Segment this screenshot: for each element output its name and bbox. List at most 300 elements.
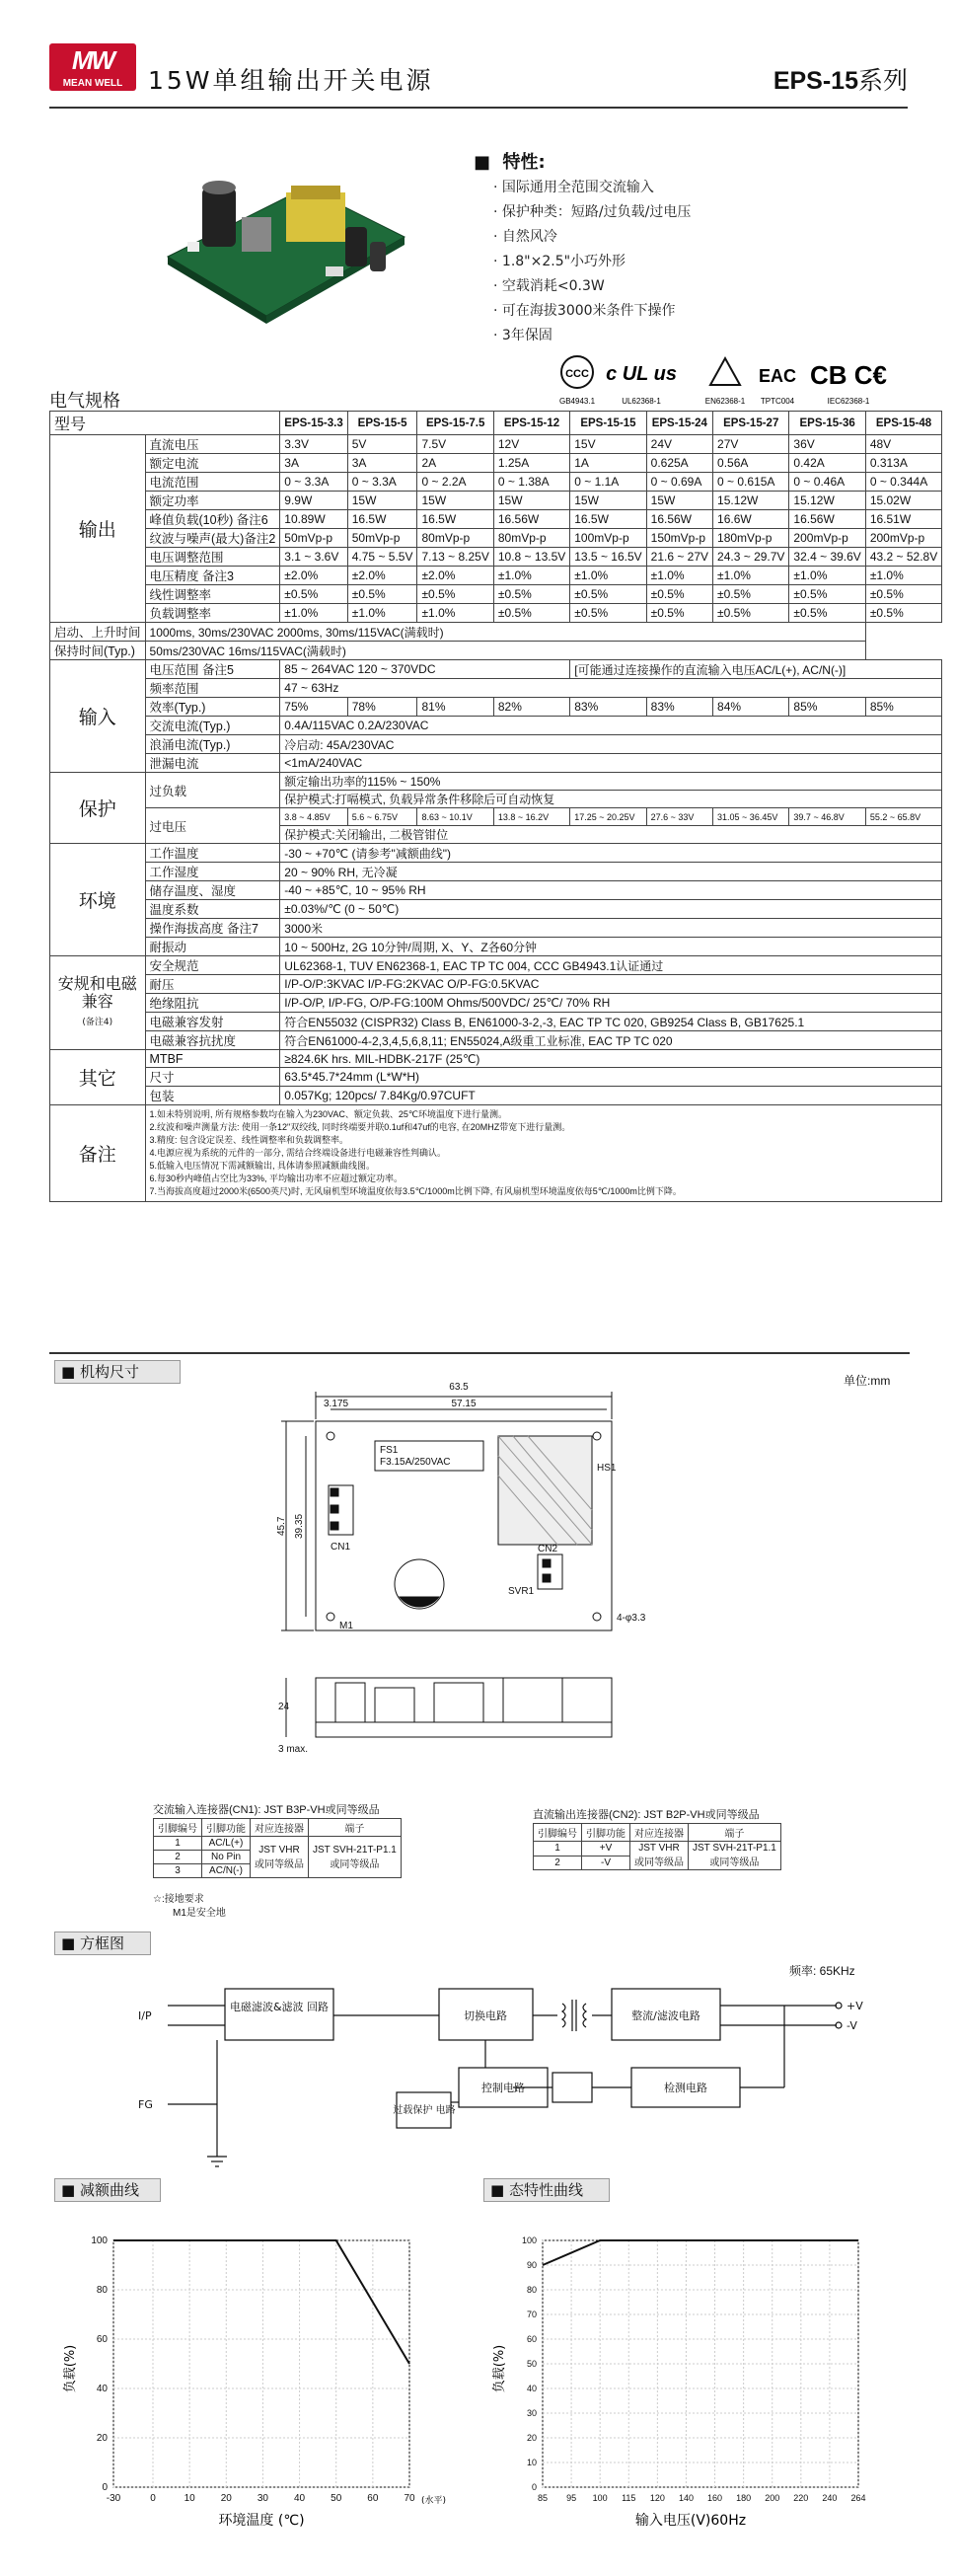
table-cell: 7.13 ~ 8.25V	[417, 548, 493, 567]
table-row	[50, 435, 942, 454]
table-cell: 36V	[789, 435, 865, 454]
table-cell: 5.6 ~ 6.75V	[347, 808, 417, 826]
table-header: 引脚功能	[582, 1824, 630, 1842]
x-tick-label: 20	[220, 2493, 232, 2504]
feature-item: · 3年保固	[493, 324, 691, 348]
header-divider	[49, 107, 908, 109]
x-tick-label: 95	[566, 2493, 577, 2503]
feature-item: · 可在海拔3000米条件下操作	[493, 299, 691, 324]
x-tick-label: 120	[649, 2493, 665, 2503]
dim-max: 3 max.	[278, 1744, 309, 1755]
y-tick-label: 100	[91, 2235, 108, 2246]
row-label: 电磁兼容发射	[145, 1013, 280, 1031]
derating-chart	[54, 2211, 478, 2537]
table-cell: 16.56W	[493, 510, 569, 529]
cb-ce-mark-text: CB C€	[809, 360, 888, 390]
unit-label: 单位:mm	[844, 1374, 891, 1388]
table-cell: 16.5W	[570, 510, 646, 529]
table-cell: 0 ~ 3.3A	[280, 473, 347, 492]
table-cell: JST VHR 或同等级品	[251, 1837, 309, 1878]
row-value: 20 ~ 90% RH, 无冷凝	[280, 863, 942, 881]
table-cell: 17.25 ~ 20.25V	[570, 808, 646, 826]
row-label: 启动、上升时间	[50, 623, 146, 642]
table-cell: 150mVp-p	[646, 529, 712, 548]
series-suffix: 系列	[857, 66, 908, 95]
table-row	[50, 975, 942, 994]
label-fs1: FS1	[380, 1445, 399, 1456]
row-value: 保护模式:关闭输出, 二极管钳位	[280, 826, 942, 844]
row-label: 浪涌电流(Typ.)	[145, 735, 280, 754]
table-cell: 83%	[570, 698, 646, 717]
group-notes: 备注	[50, 1105, 146, 1202]
table-cell: 16.6W	[713, 510, 789, 529]
row-label: 安全规范	[145, 956, 280, 975]
row-label: 操作海拔高度 备注7	[145, 919, 280, 938]
group-output: 输出	[50, 435, 146, 623]
x-tick-label: 115	[622, 2493, 636, 2503]
eac-mark-text: EAC	[758, 366, 797, 386]
note-line: 2.纹波和噪声测量方法: 使用一条12"双绞线, 同时终端要并联0.1uf和47uf的电容, 在20MHZ带宽下进行量测。	[149, 1122, 571, 1132]
table-row	[50, 881, 942, 900]
block-diagram	[138, 1974, 868, 2171]
label-cn1: CN1	[331, 1542, 351, 1553]
y-tick-label: 100	[521, 2235, 537, 2245]
label-cn2: CN2	[538, 1544, 558, 1554]
row-label: 交流电流(Typ.)	[145, 717, 280, 735]
cn1-note2: M1是安全地	[173, 1908, 226, 1919]
model-cell: EPS-15-12	[493, 412, 569, 435]
y-tick-label: 20	[526, 2433, 537, 2443]
table-cell: ±0.5%	[646, 585, 712, 604]
row-label: 绝缘阻抗	[145, 994, 280, 1013]
output-section	[50, 435, 942, 623]
row-value: 0.057Kg; 120pcs/ 7.84Kg/0.97CUFT	[280, 1087, 942, 1105]
features-heading: ■ 特性:	[474, 152, 546, 173]
table-cell: 27.6 ~ 33V	[646, 808, 712, 826]
x-tick-label: 200	[765, 2493, 780, 2503]
table-cell: ±0.5%	[646, 604, 712, 623]
table-cell: 10.89W	[280, 510, 347, 529]
row-label: 频率范围	[145, 679, 280, 698]
table-cell: 15.12W	[789, 492, 865, 510]
label-fuse: F3.15A/250VAC	[380, 1457, 451, 1468]
row-label: 电压范围 备注5	[145, 660, 280, 679]
table-cell: 0 ~ 0.344A	[865, 473, 941, 492]
table-cell: 1	[154, 1837, 202, 1851]
group-safety: 安规和电磁兼容 (备注4)	[50, 956, 146, 1050]
table-cell: 32.4 ~ 39.6V	[789, 548, 865, 567]
product-photo	[148, 148, 414, 345]
table-row	[50, 473, 942, 492]
label-vminus: -V	[847, 2019, 857, 2032]
table-row	[50, 1068, 942, 1087]
table-cell: 78%	[347, 698, 417, 717]
table-cell: 48V	[865, 435, 941, 454]
table-cell: 16.51W	[865, 510, 941, 529]
meanwell-logo	[49, 43, 136, 91]
static-heading: ■ 态特性曲线	[483, 2178, 610, 2202]
ccc-mark-text: CCC	[565, 368, 589, 380]
block-rectifier: 整流/滤波电路	[631, 2009, 700, 2022]
x-tick-label: 70	[404, 2493, 415, 2504]
y-tick-label: 60	[96, 2334, 108, 2345]
group-input: 输入	[50, 660, 146, 773]
table-cell: 13.5 ~ 16.5V	[570, 548, 646, 567]
spec-heading: 电气规格	[49, 391, 120, 412]
table-row	[50, 548, 942, 567]
row-label: 耐压	[145, 975, 280, 994]
table-cell: 0 ~ 2.2A	[417, 473, 493, 492]
cn2-table	[533, 1823, 781, 1870]
cert-ul62368: UL62368-1	[622, 397, 661, 406]
model-cell: EPS-15-5	[347, 412, 417, 435]
dim-hole: 4-φ3.3	[617, 1613, 646, 1624]
series-code: EPS-15	[773, 67, 858, 95]
y-tick-label: 50	[526, 2359, 537, 2369]
table-cell: 15W	[646, 492, 712, 510]
table-cell: 21.6 ~ 27V	[646, 548, 712, 567]
table-cell: 24V	[646, 435, 712, 454]
block-freq: 频率: 65KHz	[789, 1964, 855, 1978]
table-cell: ±1.0%	[570, 567, 646, 585]
row-label: 过负载	[145, 773, 280, 808]
table-cell: 1A	[570, 454, 646, 473]
row-value: 符合EN61000-4-2,3,4,5,6,8,11; EN55024,A级重工业标准, EAC TP TC 020	[280, 1031, 942, 1050]
table-cell: ±0.5%	[347, 585, 417, 604]
dim-offset: 3.175	[324, 1399, 349, 1409]
row-label: 过电压	[145, 808, 280, 844]
table-cell: 3	[154, 1864, 202, 1878]
ul-mark-text: c UL us	[606, 363, 677, 385]
table-cell: 10.8 ~ 13.5V	[493, 548, 569, 567]
row-label: 保持时间(Typ.)	[50, 642, 146, 660]
table-row	[50, 808, 942, 826]
table-row	[50, 844, 942, 863]
note-line: 6.每30秒内峰值占空比为33%, 平均输出功率不应超过额定功率。	[149, 1174, 404, 1183]
table-row	[50, 585, 942, 604]
table-cell: ±0.5%	[493, 585, 569, 604]
block-detect: 检测电路	[664, 2082, 707, 2094]
feature-item: · 国际通用全范围交流输入	[493, 176, 691, 200]
y-tick-label: 0	[531, 2482, 537, 2492]
chart-frame	[113, 2240, 409, 2487]
derating-ylabel: 负载(%)	[63, 2344, 78, 2393]
row-value: 额定输出功率的115% ~ 150%	[280, 773, 942, 791]
table-row	[50, 900, 942, 919]
table-cell: 1.25A	[493, 454, 569, 473]
table-cell: 13.8 ~ 16.2V	[493, 808, 569, 826]
table-cell: 0 ~ 0.615A	[713, 473, 789, 492]
label-hs1: HS1	[597, 1463, 617, 1474]
row-label: 尺寸	[145, 1068, 280, 1087]
table-cell: 0 ~ 1.38A	[493, 473, 569, 492]
table-cell: 16.5W	[417, 510, 493, 529]
static-grid	[543, 2240, 858, 2487]
table-cell: 75%	[280, 698, 347, 717]
table-cell: 12V	[493, 435, 569, 454]
model-cell: EPS-15-27	[713, 412, 789, 435]
table-cell: 2	[154, 1851, 202, 1864]
y-tick-label: 80	[96, 2285, 108, 2296]
table-cell: 200mVp-p	[789, 529, 865, 548]
table-row	[50, 1031, 942, 1050]
feature-item: · 保护种类：短路/过负载/过电压	[493, 200, 691, 225]
table-cell: 15V	[570, 435, 646, 454]
note-line: 1.如未特别说明, 所有规格参数均在输入为230VAC、额定负载、25℃环境温度下进行量测。	[149, 1109, 507, 1119]
label-vplus: +V	[847, 2000, 863, 2012]
table-cell: 31.05 ~ 36.45V	[713, 808, 789, 826]
table-cell: AC/N(-)	[202, 1864, 251, 1878]
table-cell: ±0.5%	[865, 604, 941, 623]
label-svr1: SVR1	[508, 1586, 535, 1597]
table-cell: 3.3V	[280, 435, 347, 454]
x-tick-label: 0	[150, 2493, 156, 2504]
cert-iec62368: IEC62368-1	[827, 397, 870, 406]
table-cell: 39.7 ~ 46.8V	[789, 808, 865, 826]
row-label: 电压调整范围	[145, 548, 280, 567]
y-tick-label: 40	[96, 2384, 108, 2394]
row-label: 温度系数	[145, 900, 280, 919]
row-label: 储存温度、湿度	[145, 881, 280, 900]
table-cell: 81%	[417, 698, 493, 717]
table-cell: 16.56W	[646, 510, 712, 529]
table-cell: 15W	[570, 492, 646, 510]
cn1-note1: ☆:接地要求	[153, 1894, 204, 1905]
block-emi: 电磁滤波&滤波 回路	[229, 2001, 330, 2013]
derating-ticks	[91, 2235, 415, 2504]
table-cell: 0.56A	[713, 454, 789, 473]
table-cell: ±1.0%	[789, 567, 865, 585]
derating-series-line	[113, 2240, 409, 2364]
table-row	[50, 660, 942, 679]
row-value: 85 ~ 264VAC 120 ~ 370VDC	[280, 660, 570, 679]
static-xlabel: 输入电压(V)60Hz	[634, 2513, 747, 2529]
table-cell: ±1.0%	[417, 604, 493, 623]
model-row	[50, 412, 942, 435]
table-cell: 180mVp-p	[713, 529, 789, 548]
table-cell: -V	[582, 1856, 630, 1870]
cert-tptc004: TPTC004	[760, 397, 795, 406]
table-cell: 84%	[713, 698, 789, 717]
table-cell: 55.2 ~ 65.8V	[865, 808, 941, 826]
table-cell: 3.1 ~ 3.6V	[280, 548, 347, 567]
table-cell: 15W	[493, 492, 569, 510]
x-tick-label: 180	[736, 2493, 752, 2503]
block-control: 控制电路	[481, 2082, 525, 2094]
table-cell: 200mVp-p	[865, 529, 941, 548]
model-label: 型号	[50, 412, 280, 435]
table-cell: 15W	[347, 492, 417, 510]
x-tick-label: 85	[537, 2493, 549, 2503]
table-cell: ±1.0%	[865, 567, 941, 585]
model-cell: EPS-15-24	[646, 412, 712, 435]
table-row	[50, 679, 942, 698]
environment-section	[50, 844, 942, 956]
row-value: 63.5*45.7*24mm (L*W*H)	[280, 1068, 942, 1087]
row-label: 工作温度	[145, 844, 280, 863]
table-cell: 3.8 ~ 4.85V	[280, 808, 347, 826]
x-tick-label: 220	[793, 2493, 809, 2503]
dim-hole-depth: 39.35	[294, 1513, 305, 1539]
y-tick-label: 40	[526, 2384, 537, 2393]
table-cell: ±0.5%	[865, 585, 941, 604]
table-cell: 16.56W	[789, 510, 865, 529]
feature-item: · 空载消耗<0.3W	[493, 274, 691, 299]
table-row	[50, 956, 942, 975]
model-cell: EPS-15-3.3	[280, 412, 347, 435]
table-cell: 9.9W	[280, 492, 347, 510]
safety-section	[50, 956, 942, 1050]
table-row	[50, 529, 942, 548]
table-row	[50, 604, 942, 623]
feature-item: · 1.8"×2.5"小巧外形	[493, 250, 691, 274]
table-row	[50, 773, 942, 791]
row-label: 纹波与噪声(最大)备注2	[145, 529, 280, 548]
feature-item: · 自然风冷	[493, 225, 691, 250]
group-protection: 保护	[50, 773, 146, 844]
y-tick-label: 70	[526, 2310, 537, 2319]
row-value: -40 ~ +85℃, 10 ~ 95% RH	[280, 881, 942, 900]
note-line: 5.低输入电压情况下需减额输出, 具体请参照减额曲线图。	[149, 1161, 376, 1171]
table-cell: 82%	[493, 698, 569, 717]
row-value: 10 ~ 500Hz, 2G 10分钟/周期, X、Y、Z各60分钟	[280, 938, 942, 956]
table-cell: 4.75 ~ 5.5V	[347, 548, 417, 567]
table-cell: 85%	[789, 698, 865, 717]
label-ip: I/P	[138, 2009, 152, 2022]
row-value: 冷启动: 45A/230VAC	[280, 735, 942, 754]
features-list	[493, 176, 691, 348]
x-tick-label: 30	[257, 2493, 268, 2504]
row-label: 额定功率	[145, 492, 280, 510]
note-line: 7.当海拔高度超过2000米(6500英尺)时, 无风扇机型环境温度依每3.5℃/1000m比例下降, 有风扇机型环境温度依每5℃/1000m比例下降。	[149, 1186, 682, 1196]
table-row	[50, 1087, 942, 1105]
row-label: 耐振动	[145, 938, 280, 956]
table-row	[50, 642, 942, 660]
table-cell: 5V	[347, 435, 417, 454]
derating-heading: ■ 减额曲线	[54, 2178, 161, 2202]
static-ylabel: 负载(%)	[492, 2344, 507, 2393]
table-header: 引脚编号	[154, 1819, 202, 1837]
table-cell: 8.63 ~ 10.1V	[417, 808, 493, 826]
static-chart	[483, 2211, 908, 2537]
y-tick-label: 80	[526, 2285, 537, 2295]
row-label: MTBF	[145, 1050, 280, 1068]
cn1-table	[153, 1818, 402, 1878]
certification-logos	[552, 350, 918, 410]
row-label: 电磁兼容抗扰度	[145, 1031, 280, 1050]
table-cell: 43.2 ~ 52.8V	[865, 548, 941, 567]
series-title	[773, 61, 908, 97]
row-value: 0.4A/115VAC 0.2A/230VAC	[280, 717, 942, 735]
table-cell: 2	[534, 1856, 582, 1870]
table-header: 引脚功能	[202, 1819, 251, 1837]
table-row	[50, 863, 942, 881]
row-value: <1mA/240VAC	[280, 754, 942, 773]
row-value: ≥824.6K hrs. MIL-HDBK-217F (25℃)	[280, 1050, 942, 1068]
y-tick-label: 90	[526, 2260, 537, 2270]
table-cell: ±1.0%	[280, 604, 347, 623]
row-label: 泄漏电流	[145, 754, 280, 773]
table-cell: ±0.5%	[789, 585, 865, 604]
table-cell: 85%	[865, 698, 941, 717]
table-cell: ±1.0%	[347, 604, 417, 623]
table-cell: 80mVp-p	[493, 529, 569, 548]
table-cell: 7.5V	[417, 435, 493, 454]
table-cell: ±1.0%	[713, 567, 789, 585]
table-row	[50, 1050, 942, 1068]
table-header: 对应连接器	[251, 1819, 309, 1837]
table-header: 端子	[309, 1819, 402, 1837]
static-series-line	[543, 2240, 858, 2265]
y-tick-label: 20	[96, 2433, 108, 2444]
table-cell: 0 ~ 0.69A	[646, 473, 712, 492]
row-value: 47 ~ 63Hz	[280, 679, 942, 698]
table-cell: ±0.5%	[280, 585, 347, 604]
table-cell: JST SVH-21T-P1.1 或同等级品	[689, 1842, 781, 1870]
row-label: 线性调整率	[145, 585, 280, 604]
row-label: 效率(Typ.)	[145, 698, 280, 717]
table-cell: ±0.5%	[789, 604, 865, 623]
table-cell: 27V	[713, 435, 789, 454]
model-cell: EPS-15-15	[570, 412, 646, 435]
table-row	[50, 919, 942, 938]
table-cell: +V	[582, 1842, 630, 1856]
y-tick-label: 30	[526, 2408, 537, 2418]
row-value: 保护模式:打嗝模式, 负载异常条件移除后可自动恢复	[280, 791, 942, 808]
row-label: 工作湿度	[145, 863, 280, 881]
table-cell: 15W	[417, 492, 493, 510]
block-heading: ■ 方框图	[54, 1932, 151, 1955]
table-header: 端子	[689, 1824, 781, 1842]
table-cell: 15.12W	[713, 492, 789, 510]
table-row	[50, 454, 942, 473]
derating-xlabel: 环境温度 (℃)	[218, 2513, 305, 2529]
row-note: [可能通过连接操作的直流输入电压AC/L(+), AC/N(-)]	[570, 660, 942, 679]
row-label: 电压精度 备注3	[145, 567, 280, 585]
x-tick-label: 60	[367, 2493, 379, 2504]
row-value: 1000ms, 30ms/230VAC 2000ms, 30ms/115VAC(满载时)	[145, 623, 865, 642]
table-cell: ±2.0%	[417, 567, 493, 585]
dim-hole-span: 57.15	[451, 1399, 477, 1409]
table-row	[50, 735, 942, 754]
table-cell: 24.3 ~ 29.7V	[713, 548, 789, 567]
table-cell: JST VHR 或同等级品	[630, 1842, 689, 1870]
table-row	[50, 938, 942, 956]
row-label: 电流范围	[145, 473, 280, 492]
table-cell: 0 ~ 3.3A	[347, 473, 417, 492]
page-title: 15W单组输出开关电源	[148, 66, 434, 95]
row-value: -30 ~ +70℃ (请参考"减额曲线")	[280, 844, 942, 863]
table-cell: JST SVH-21T-P1.1 或同等级品	[309, 1837, 402, 1878]
table-cell: 50mVp-p	[347, 529, 417, 548]
table-cell: ±0.5%	[713, 585, 789, 604]
others-section	[50, 1050, 942, 1105]
row-label: 包装	[145, 1087, 280, 1105]
dim-depth: 45.7	[276, 1516, 287, 1536]
x-tick-label: 160	[707, 2493, 723, 2503]
x-tick-label: 50	[331, 2493, 342, 2504]
table-cell: ±0.5%	[417, 585, 493, 604]
block-olp: 过载保护 电路	[393, 2105, 456, 2116]
model-cell: EPS-15-7.5	[417, 412, 493, 435]
table-cell: 3A	[347, 454, 417, 473]
row-label: 额定电流	[145, 454, 280, 473]
table-cell: AC/L(+)	[202, 1837, 251, 1851]
table-cell: 0 ~ 0.46A	[789, 473, 865, 492]
row-value: 符合EN55032 (CISPR32) Class B, EN61000-3-2,-3, EAC TP TC 020, GB9254 Class B, GB17625.1	[280, 1013, 942, 1031]
table-cell: 0.42A	[789, 454, 865, 473]
x-tick-label: 140	[678, 2493, 694, 2503]
